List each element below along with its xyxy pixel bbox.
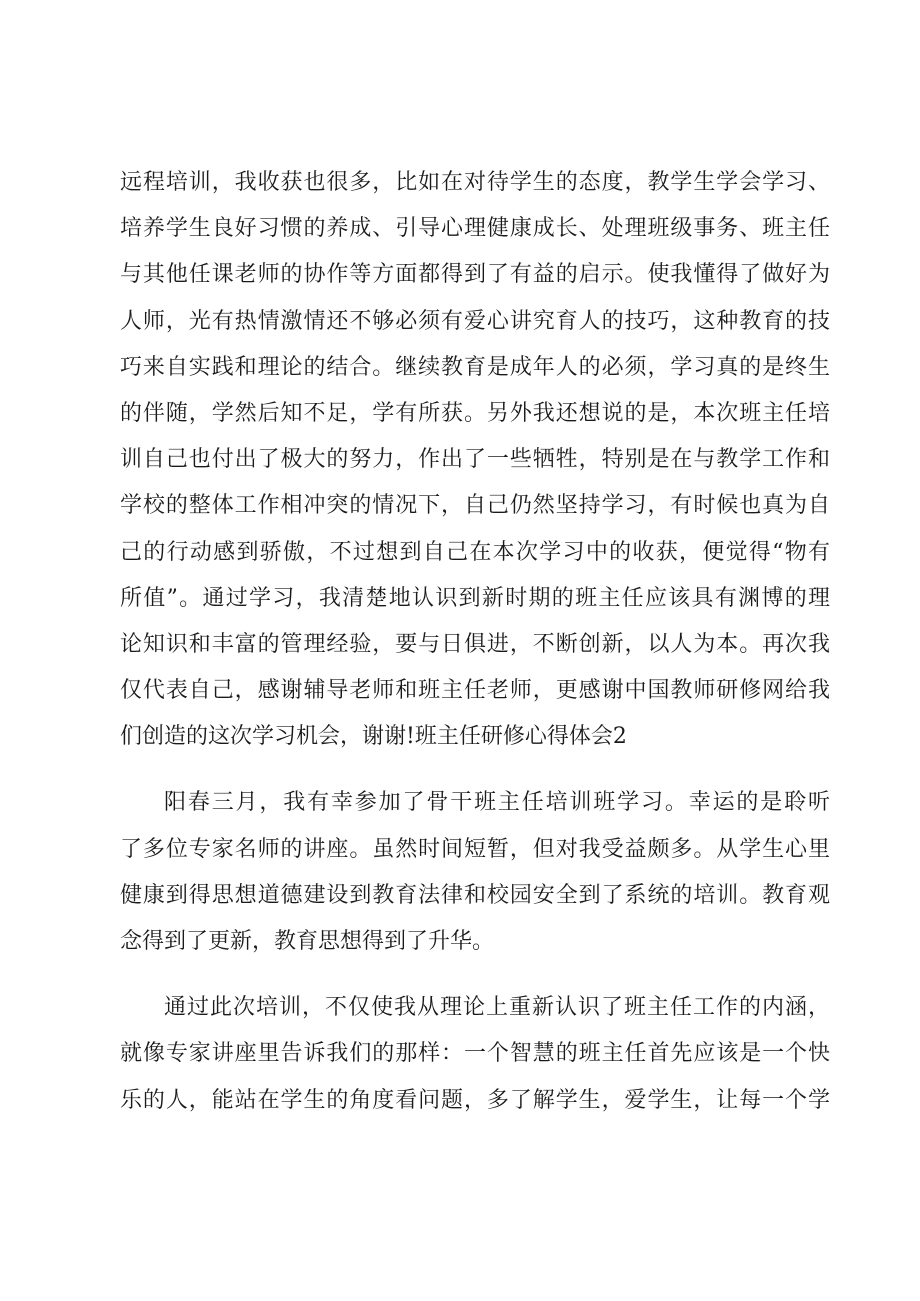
text-line: 乐的人，能站在学生的角度看问题，多了解学生，爱学生，让每一个学 bbox=[120, 1087, 830, 1113]
text-line: 学校的整体工作相冲突的情况下，自己仍然坚持学习，有时候也真为自 bbox=[120, 493, 830, 519]
text-line: 训自己也付出了极大的努力，作出了一些牺牲，特别是在与教学工作和 bbox=[120, 447, 830, 473]
text-line: 念得到了更新，教育思想得到了升华。 bbox=[120, 929, 495, 954]
text-line: 所值”。通过学习，我清楚地认识到新时期的班主任应该具有渊博的理 bbox=[120, 585, 830, 611]
text-line: 了多位专家名师的讲座。虽然时间短暂，但对我受益颇多。从学生心里 bbox=[120, 836, 830, 862]
text-line: 论知识和丰富的管理经验，要与日俱进，不断创新，以人为本。再次我 bbox=[120, 631, 830, 657]
text-line: 人师，光有热情激情还不够必须有爱心讲究育人的技巧，这种教育的技 bbox=[120, 308, 830, 334]
text-line: 培养学生良好习惯的养成、引导心理健康成长、处理班级事务、班主任 bbox=[120, 216, 830, 242]
text-line: 们创造的这次学习机会，谢谢!班主任研修心得体会2 bbox=[120, 724, 627, 750]
text-line: 仅代表自己，感谢辅导老师和班主任老师，更感谢中国教师研修网给我 bbox=[120, 678, 830, 704]
text-line: 阳春三月，我有幸参加了骨干班主任培训班学习。幸运的是聆听 bbox=[164, 790, 830, 816]
paragraph-gap bbox=[120, 965, 830, 985]
text-line: 巧来自实践和理论的结合。继续教育是成年人的必须，学习真的是终生 bbox=[120, 354, 830, 380]
paragraph-gap bbox=[120, 760, 830, 780]
text-line: 与其他任课老师的协作等方面都得到了有益的启示。使我懂得了做好为 bbox=[120, 262, 830, 288]
text-line: 远程培训，我收获也很多，比如在对待学生的态度，教学生学会学习、 bbox=[120, 170, 830, 195]
text-line: 的伴随，学然后知不足，学有所获。另外我还想说的是，本次班主任培 bbox=[120, 400, 830, 426]
text-line: 己的行动感到骄傲，不过想到自己在本次学习中的收获，便觉得“物有 bbox=[120, 539, 830, 565]
body-text bbox=[120, 160, 830, 1124]
text-line: 健康到得思想道德建设到教育法律和校园安全到了系统的培训。教育观 bbox=[120, 882, 830, 908]
text-line: 就像专家讲座里告诉我们的那样：一个智慧的班主任首先应该是一个快 bbox=[120, 1041, 830, 1067]
text-line: 通过此次培训，不仅使我从理论上重新认识了班主任工作的内涵， bbox=[164, 995, 830, 1021]
